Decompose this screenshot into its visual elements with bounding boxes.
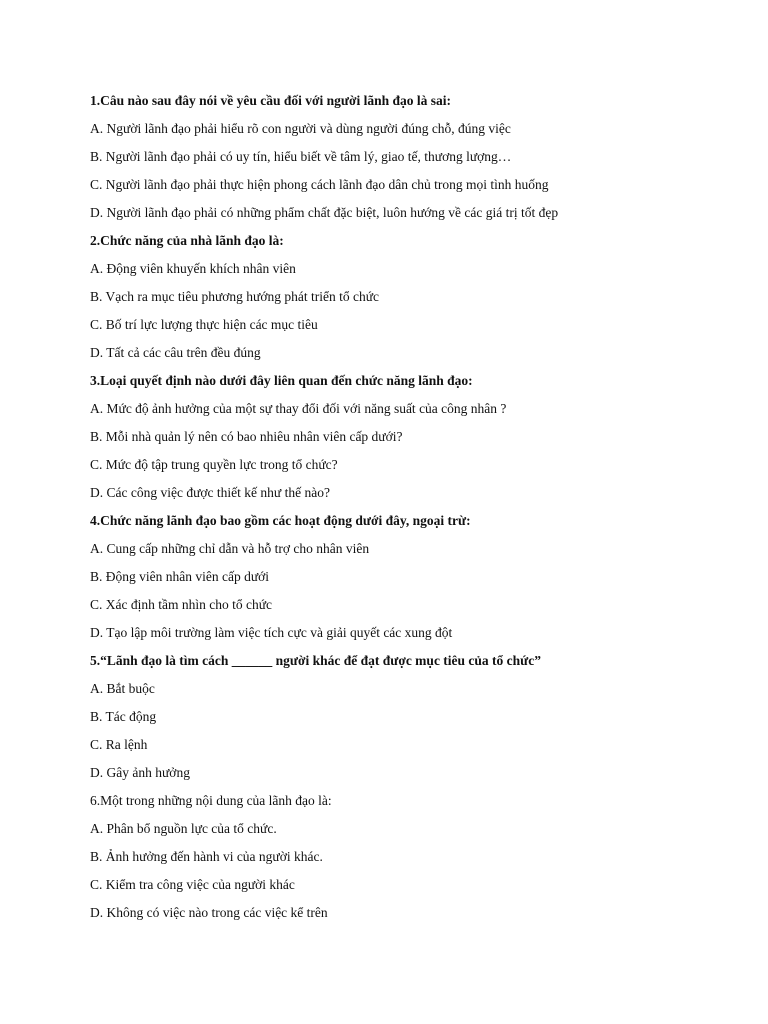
answer-option: B. Mỗi nhà quản lý nên có bao nhiêu nhân viên cấp dưới? <box>90 429 403 444</box>
question-2 <box>90 230 730 370</box>
answer-option: A. Động viên khuyến khích nhân viên <box>90 261 296 276</box>
answer-option: B. Động viên nhân viên cấp dưới <box>90 569 270 584</box>
answer-option: C. Bố trí lực lượng thực hiện các mục tiêu <box>90 317 318 332</box>
answer-option: C. Kiểm tra công việc của người khác <box>90 877 295 892</box>
answer-option: D. Tất cả các câu trên đều đúng <box>90 345 261 360</box>
answer-option: D. Người lãnh đạo phải có những phẩm chất đặc biệt, luôn hướng về các giá trị tốt đẹp <box>90 205 559 220</box>
question-stem: 4.Chức năng lãnh đạo bao gồm các hoạt động dưới đây, ngoại trừ: <box>90 513 471 528</box>
question-stem: 3.Loại quyết định nào dưới đây liên quan đến chức năng lãnh đạo: <box>90 373 473 388</box>
question-stem: 6.Một trong những nội dung của lãnh đạo là: <box>90 793 332 808</box>
answer-option: C. Mức độ tập trung quyền lực trong tổ chức? <box>90 457 338 472</box>
question-3 <box>90 370 730 510</box>
answer-option: B. Ảnh hưởng đến hành vi của người khác. <box>90 849 323 864</box>
answer-option: A. Mức độ ảnh hưởng của một sự thay đổi đối với năng suất của công nhân ? <box>90 401 507 416</box>
answer-option: B. Người lãnh đạo phải có uy tín, hiểu biết về tâm lý, giao tế, thương lượng… <box>90 149 512 164</box>
document-page <box>90 90 730 930</box>
question-6 <box>90 790 730 930</box>
question-stem: 2.Chức năng của nhà lãnh đạo là: <box>90 233 284 248</box>
answer-option: A. Phân bổ nguồn lực của tổ chức. <box>90 821 277 836</box>
answer-option: D. Tạo lập môi trường làm việc tích cực và giải quyết các xung đột <box>90 625 453 640</box>
answer-option: A. Bắt buộc <box>90 681 155 696</box>
answer-option: A. Người lãnh đạo phải hiểu rõ con người và dùng người đúng chỗ, đúng việc <box>90 121 511 136</box>
answer-option: C. Người lãnh đạo phải thực hiện phong cách lãnh đạo dân chủ trong mọi tình huống <box>90 177 549 192</box>
answer-option: C. Ra lệnh <box>90 737 148 752</box>
answer-option: A. Cung cấp những chỉ dẫn và hỗ trợ cho nhân viên <box>90 541 370 556</box>
question-5 <box>90 650 730 790</box>
answer-option: D. Không có việc nào trong các việc kể trên <box>90 905 328 920</box>
question-1 <box>90 90 730 230</box>
answer-option: B. Tác động <box>90 709 157 724</box>
answer-option: B. Vạch ra mục tiêu phương hướng phát triển tổ chức <box>90 289 380 304</box>
answer-option: C. Xác định tầm nhìn cho tổ chức <box>90 597 273 612</box>
question-stem: 5.“Lãnh đạo là tìm cách ______ người khác để đạt được mục tiêu của tổ chức” <box>90 653 542 668</box>
answer-option: D. Gây ảnh hưởng <box>90 765 190 780</box>
question-stem: 1.Câu nào sau đây nói về yêu cầu đối với người lãnh đạo là sai: <box>90 93 452 108</box>
question-4 <box>90 510 730 650</box>
answer-option: D. Các công việc được thiết kế như thế nào? <box>90 485 330 500</box>
